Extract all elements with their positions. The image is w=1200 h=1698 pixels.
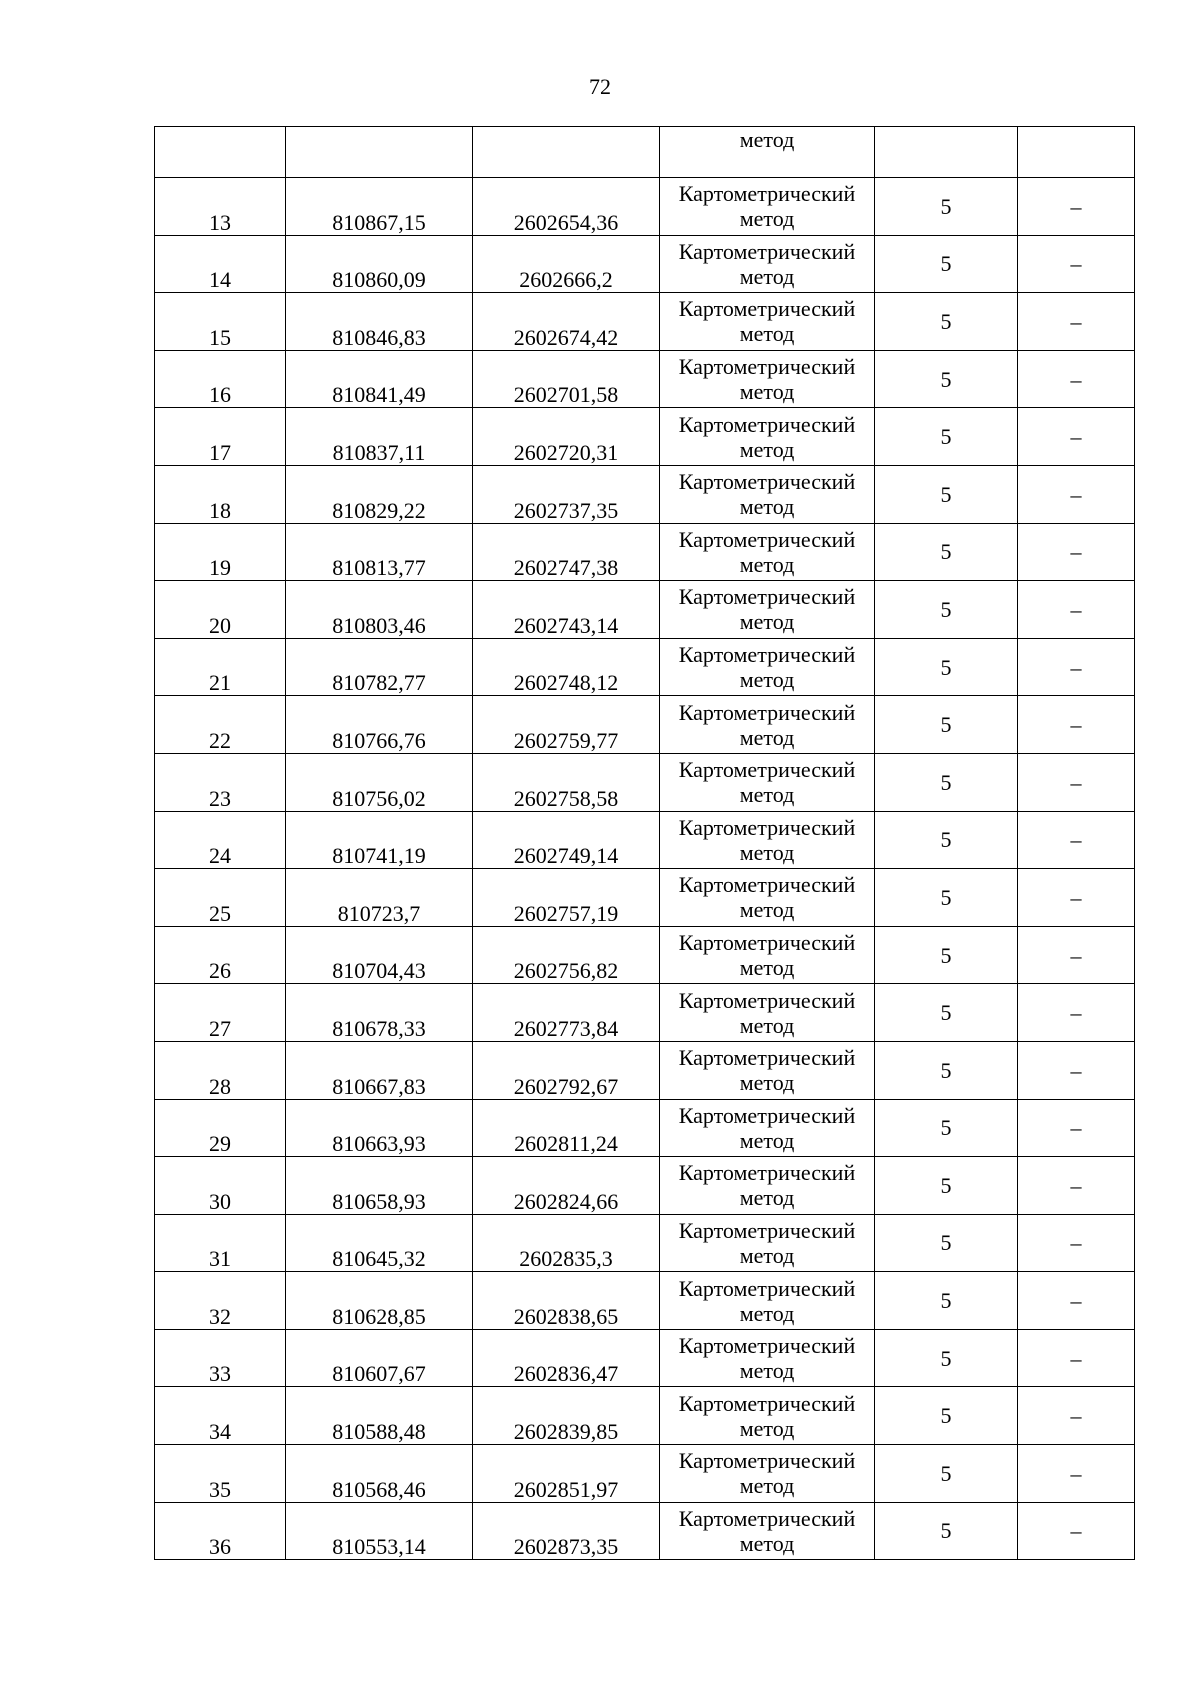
coordinate-y-cell: 2602756,82 [473, 926, 660, 984]
method-cell [660, 753, 875, 811]
coordinate-x-cell: 810568,46 [286, 1445, 473, 1503]
coordinate-x-cell: 810766,76 [286, 696, 473, 754]
accuracy-cell: 5 [875, 581, 1018, 639]
point-number-cell: 22 [155, 696, 286, 754]
method-line-2: метод [739, 609, 795, 635]
method-line-1: Картометрический [678, 1102, 856, 1128]
method-line-2: метод [739, 1070, 795, 1096]
method-line-1: Картометрический [678, 296, 856, 322]
extra-cell: – [1018, 465, 1135, 523]
coordinate-y-cell: 2602839,85 [473, 1387, 660, 1445]
coordinate-x-cell: 810663,93 [286, 1099, 473, 1157]
accuracy-cell: 5 [875, 178, 1018, 236]
accuracy-cell: 5 [875, 523, 1018, 581]
method-line-2: метод [739, 667, 795, 693]
method-cell [660, 696, 875, 754]
accuracy-cell: 5 [875, 1445, 1018, 1503]
method-line-1: Картометрический [678, 1217, 856, 1243]
accuracy-cell: 5 [875, 1214, 1018, 1272]
coordinate-y-cell: 2602759,77 [473, 696, 660, 754]
coordinate-y-cell: 2602743,14 [473, 581, 660, 639]
coordinate-y-cell: 2602747,38 [473, 523, 660, 581]
method-cell [660, 1041, 875, 1099]
coordinate-x-cell: 810658,93 [286, 1157, 473, 1215]
coordinates-table [154, 126, 1135, 1560]
coordinate-y-cell: 2602792,67 [473, 1041, 660, 1099]
point-number-cell: 18 [155, 465, 286, 523]
method-line-2: метод [739, 379, 795, 405]
method-line-1: Картометрический [678, 699, 856, 725]
coordinate-x-cell: 810813,77 [286, 523, 473, 581]
method-line-2: метод [739, 1473, 795, 1499]
point-number-cell: 28 [155, 1041, 286, 1099]
method-cell [660, 1099, 875, 1157]
coordinate-y-cell: 2602838,65 [473, 1272, 660, 1330]
accuracy-cell: 5 [875, 1272, 1018, 1330]
method-cell [660, 293, 875, 351]
method-line-1: Картометрический [678, 584, 856, 610]
table-row [155, 408, 1135, 466]
method-cell [660, 1329, 875, 1387]
coordinate-x-cell: 810860,09 [286, 235, 473, 293]
coordinate-x-cell: 810723,7 [286, 869, 473, 927]
coordinate-x-cell: 810704,43 [286, 926, 473, 984]
method-line-2: метод [739, 1012, 795, 1038]
extra-cell: – [1018, 178, 1135, 236]
table-row [155, 523, 1135, 581]
coordinate-y-cell: 2602666,2 [473, 235, 660, 293]
coordinate-y-cell: 2602654,36 [473, 178, 660, 236]
table-row [155, 984, 1135, 1042]
method-line-2: метод [739, 897, 795, 923]
coordinate-x-cell: 810756,02 [286, 753, 473, 811]
method-cell [660, 350, 875, 408]
method-line-2: метод [739, 263, 795, 289]
point-number-cell: 24 [155, 811, 286, 869]
table-row [155, 926, 1135, 984]
extra-cell: – [1018, 1272, 1135, 1330]
table-row [155, 753, 1135, 811]
point-number-cell: 30 [155, 1157, 286, 1215]
continuation-cell-number [155, 127, 286, 178]
table-row [155, 869, 1135, 927]
table-row [155, 638, 1135, 696]
method-cell [660, 869, 875, 927]
method-line-2: метод [739, 782, 795, 808]
method-cell [660, 811, 875, 869]
method-line-1: Картометрический [678, 757, 856, 783]
extra-cell: – [1018, 638, 1135, 696]
coordinate-x-cell: 810782,77 [286, 638, 473, 696]
table-row [155, 465, 1135, 523]
accuracy-cell: 5 [875, 1387, 1018, 1445]
table-row [155, 581, 1135, 639]
method-cell [660, 408, 875, 466]
continuation-cell-method: метод [660, 127, 875, 178]
coordinate-x-cell: 810645,32 [286, 1214, 473, 1272]
point-number-cell: 34 [155, 1387, 286, 1445]
method-line-2: метод [739, 494, 795, 520]
point-number-cell: 33 [155, 1329, 286, 1387]
coordinate-y-cell: 2602757,19 [473, 869, 660, 927]
extra-cell: – [1018, 1099, 1135, 1157]
method-cell [660, 638, 875, 696]
method-line-2: метод [739, 206, 795, 232]
point-number-cell: 31 [155, 1214, 286, 1272]
method-line-1: Картометрический [678, 238, 856, 264]
method-cell [660, 984, 875, 1042]
method-line-2: метод [739, 321, 795, 347]
point-number-cell: 14 [155, 235, 286, 293]
coordinate-y-cell: 2602811,24 [473, 1099, 660, 1157]
method-cell [660, 523, 875, 581]
accuracy-cell: 5 [875, 1041, 1018, 1099]
extra-cell: – [1018, 753, 1135, 811]
method-line-1: Картометрический [678, 1505, 856, 1531]
point-number-cell: 16 [155, 350, 286, 408]
method-line-2: метод [739, 724, 795, 750]
method-line-1: Картометрический [678, 1390, 856, 1416]
method-line-1: Картометрический [678, 1275, 856, 1301]
table-row [155, 293, 1135, 351]
coordinate-x-cell: 810741,19 [286, 811, 473, 869]
extra-cell: – [1018, 1041, 1135, 1099]
method-line-2: метод [739, 1415, 795, 1441]
coordinate-y-cell: 2602748,12 [473, 638, 660, 696]
table-row [155, 1157, 1135, 1215]
accuracy-cell: 5 [875, 1099, 1018, 1157]
continuation-cell-y [473, 127, 660, 178]
table-row [155, 1502, 1135, 1560]
extra-cell: – [1018, 523, 1135, 581]
point-number-cell: 27 [155, 984, 286, 1042]
method-cell [660, 581, 875, 639]
table-row [155, 1272, 1135, 1330]
table-row [155, 811, 1135, 869]
point-number-cell: 13 [155, 178, 286, 236]
coordinate-x-cell: 810588,48 [286, 1387, 473, 1445]
method-line-2: метод [739, 436, 795, 462]
method-line-2: метод [739, 1300, 795, 1326]
accuracy-cell: 5 [875, 465, 1018, 523]
table-row [155, 1041, 1135, 1099]
extra-cell: – [1018, 293, 1135, 351]
coordinate-x-cell: 810607,67 [286, 1329, 473, 1387]
extra-cell: – [1018, 926, 1135, 984]
accuracy-cell: 5 [875, 753, 1018, 811]
method-line-2: метод [739, 955, 795, 981]
coordinate-y-cell: 2602773,84 [473, 984, 660, 1042]
method-cell [660, 926, 875, 984]
method-line-1: Картометрический [678, 987, 856, 1013]
coordinate-y-cell: 2602835,3 [473, 1214, 660, 1272]
extra-cell: – [1018, 1502, 1135, 1560]
method-cell [660, 1157, 875, 1215]
coordinate-y-cell: 2602720,31 [473, 408, 660, 466]
method-line-1: Картометрический [678, 1333, 856, 1359]
method-line-1: Картометрический [678, 354, 856, 380]
continuation-cell-accuracy [875, 127, 1018, 178]
accuracy-cell: 5 [875, 235, 1018, 293]
point-number-cell: 17 [155, 408, 286, 466]
extra-cell: – [1018, 869, 1135, 927]
table-row [155, 235, 1135, 293]
method-line-2: метод [739, 551, 795, 577]
coordinate-y-cell: 2602873,35 [473, 1502, 660, 1560]
method-line-1: Картометрический [678, 872, 856, 898]
continuation-cell-extra [1018, 127, 1135, 178]
accuracy-cell: 5 [875, 926, 1018, 984]
method-line-1: Картометрический [678, 1045, 856, 1071]
accuracy-cell: 5 [875, 984, 1018, 1042]
accuracy-cell: 5 [875, 408, 1018, 466]
accuracy-cell: 5 [875, 869, 1018, 927]
point-number-cell: 25 [155, 869, 286, 927]
coordinate-x-cell: 810837,11 [286, 408, 473, 466]
method-line-1: Картометрический [678, 1448, 856, 1474]
continuation-row [155, 127, 1135, 178]
coordinate-x-cell: 810867,15 [286, 178, 473, 236]
table-row [155, 1387, 1135, 1445]
page-number: 72 [589, 74, 611, 99]
accuracy-cell: 5 [875, 638, 1018, 696]
point-number-cell: 15 [155, 293, 286, 351]
accuracy-cell: 5 [875, 350, 1018, 408]
point-number-cell: 35 [155, 1445, 286, 1503]
method-line-1: Картометрический [678, 642, 856, 668]
method-line-1: Картометрический [678, 526, 856, 552]
coordinate-y-cell: 2602824,66 [473, 1157, 660, 1215]
method-line-1: Картометрический [678, 930, 856, 956]
accuracy-cell: 5 [875, 1502, 1018, 1560]
coordinate-x-cell: 810628,85 [286, 1272, 473, 1330]
accuracy-cell: 5 [875, 293, 1018, 351]
table-body [155, 127, 1135, 1560]
method-cell [660, 1502, 875, 1560]
method-cell [660, 1214, 875, 1272]
coordinate-y-cell: 2602701,58 [473, 350, 660, 408]
point-number-cell: 19 [155, 523, 286, 581]
coordinate-y-cell: 2602758,58 [473, 753, 660, 811]
extra-cell: – [1018, 1214, 1135, 1272]
coordinate-x-cell: 810803,46 [286, 581, 473, 639]
method-cell [660, 465, 875, 523]
coordinate-x-cell: 810841,49 [286, 350, 473, 408]
point-number-cell: 23 [155, 753, 286, 811]
method-line-2: метод [739, 1185, 795, 1211]
table-row [155, 1445, 1135, 1503]
point-number-cell: 36 [155, 1502, 286, 1560]
table-row [155, 178, 1135, 236]
method-cell [660, 178, 875, 236]
table-row [155, 1329, 1135, 1387]
table-row [155, 1214, 1135, 1272]
method-cell [660, 1272, 875, 1330]
extra-cell: – [1018, 581, 1135, 639]
coordinate-y-cell: 2602674,42 [473, 293, 660, 351]
coordinate-y-cell: 2602851,97 [473, 1445, 660, 1503]
coordinate-x-cell: 810829,22 [286, 465, 473, 523]
extra-cell: – [1018, 984, 1135, 1042]
coordinate-x-cell: 810846,83 [286, 293, 473, 351]
method-line-1: Картометрический [678, 814, 856, 840]
method-line-2: метод [739, 839, 795, 865]
extra-cell: – [1018, 696, 1135, 754]
table-row [155, 350, 1135, 408]
method-line-2: метод [739, 1242, 795, 1268]
method-line-1: Картометрический [678, 181, 856, 207]
table-row [155, 1099, 1135, 1157]
extra-cell: – [1018, 350, 1135, 408]
point-number-cell: 29 [155, 1099, 286, 1157]
extra-cell: – [1018, 408, 1135, 466]
accuracy-cell: 5 [875, 696, 1018, 754]
method-cell [660, 235, 875, 293]
method-line-2: метод [739, 1530, 795, 1556]
method-line-1: Картометрический [678, 469, 856, 495]
coordinate-x-cell: 810678,33 [286, 984, 473, 1042]
extra-cell: – [1018, 811, 1135, 869]
accuracy-cell: 5 [875, 1329, 1018, 1387]
coordinate-x-cell: 810553,14 [286, 1502, 473, 1560]
method-line-1: Картометрический [678, 1160, 856, 1186]
method-cell [660, 1387, 875, 1445]
coordinate-y-cell: 2602737,35 [473, 465, 660, 523]
method-cell [660, 1445, 875, 1503]
point-number-cell: 21 [155, 638, 286, 696]
method-line-2: метод [739, 1358, 795, 1384]
coordinate-y-cell: 2602749,14 [473, 811, 660, 869]
method-line-1: Картометрический [678, 411, 856, 437]
table-row [155, 696, 1135, 754]
point-number-cell: 26 [155, 926, 286, 984]
coordinate-y-cell: 2602836,47 [473, 1329, 660, 1387]
extra-cell: – [1018, 1387, 1135, 1445]
point-number-cell: 20 [155, 581, 286, 639]
coordinate-x-cell: 810667,83 [286, 1041, 473, 1099]
method-line-2: метод [739, 1127, 795, 1153]
continuation-cell-x [286, 127, 473, 178]
extra-cell: – [1018, 235, 1135, 293]
accuracy-cell: 5 [875, 1157, 1018, 1215]
extra-cell: – [1018, 1329, 1135, 1387]
extra-cell: – [1018, 1157, 1135, 1215]
point-number-cell: 32 [155, 1272, 286, 1330]
extra-cell: – [1018, 1445, 1135, 1503]
accuracy-cell: 5 [875, 811, 1018, 869]
